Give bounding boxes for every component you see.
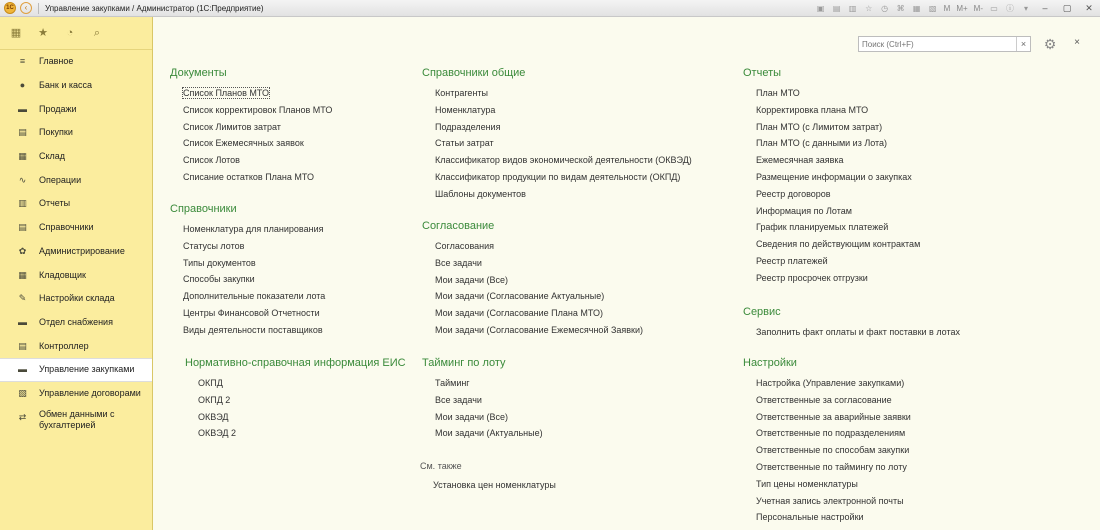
link-report-procurement-info[interactable]: Размещение информации о закупках (756, 171, 912, 182)
sidebar-item-label: Управление закупками (39, 364, 135, 375)
sidebar-item-storekeeper[interactable] (0, 263, 152, 287)
cart-icon: ▬ (18, 364, 27, 375)
link-planning-nomenclature[interactable]: Номенклатура для планирования (183, 224, 324, 234)
maximize-button[interactable]: ▢ (1062, 3, 1072, 13)
sidebar-item-references[interactable] (0, 216, 152, 240)
preview-icon[interactable]: ▥ (848, 4, 857, 13)
sidebar-item-label: Отчеты (39, 198, 71, 209)
link-method-responsibles[interactable]: Ответственные по способам закупки (756, 445, 910, 456)
link-my-tasks-all[interactable]: Мои задачи (Все) (435, 274, 509, 285)
link-report-payments-registry[interactable]: Реестр платежей (756, 255, 828, 266)
bar-chart-icon: ▥ (18, 198, 27, 209)
link-report-monthly-request[interactable]: Ежемесячная заявка (756, 155, 844, 166)
section-title: Согласование (422, 220, 495, 232)
link-lot-statuses[interactable]: Статусы лотов (183, 240, 245, 251)
link-okved2[interactable]: ОКВЭД 2 (198, 428, 237, 439)
section-general-references (422, 65, 692, 203)
link-mto-plans-list[interactable]: Список Планов МТО (183, 88, 270, 98)
link-supplier-activities[interactable]: Виды деятельности поставщиков (183, 324, 323, 335)
link-timing-my-tasks-all[interactable]: Мои задачи (Все) (435, 411, 509, 422)
section-approval (422, 218, 643, 339)
memory-plus-button[interactable]: M+ (956, 4, 968, 13)
section-panel (154, 17, 1100, 530)
section-reports (743, 65, 920, 287)
section-title: Сервис (743, 306, 781, 318)
search-input[interactable] (859, 37, 1016, 51)
link-mto-writeoff[interactable]: Списание остатков Плана МТО (183, 171, 314, 182)
warehouse-icon: ▦ (18, 269, 27, 280)
link-my-tasks-monthly[interactable]: Мои задачи (Согласование Ежемесячной Заявки) (435, 324, 644, 335)
clear-search-icon[interactable]: × (1016, 37, 1030, 51)
sidebar-item-warehouse-settings[interactable] (0, 287, 152, 311)
sidebar-item-label: Отдел снабжения (39, 316, 113, 327)
link-document-templates[interactable]: Шаблоны документов (435, 188, 526, 199)
sidebar-item-main[interactable] (0, 50, 152, 74)
back-icon[interactable]: ‹ (20, 2, 32, 14)
settings-gear-icon[interactable]: ⚙ (1043, 36, 1057, 52)
link-report-mto-lot[interactable]: План МТО (с данными из Лота) (756, 138, 888, 149)
link-departments[interactable]: Подразделения (435, 121, 501, 132)
list-icon: ≡ (19, 56, 26, 67)
history-icon[interactable]: ◷ (881, 4, 889, 13)
link-timing[interactable]: Тайминг (435, 378, 470, 388)
link-financial-centers[interactable]: Центры Финансовой Отчетности (183, 307, 320, 318)
link-approvals[interactable]: Согласования (435, 241, 495, 251)
section-eis (185, 355, 406, 442)
memory-button[interactable]: M (943, 4, 951, 13)
info-icon[interactable]: ⓘ (1006, 4, 1014, 13)
sections-sidebar (0, 17, 153, 530)
warehouse-icon: ▦ (18, 151, 27, 162)
link-report-contracts-registry[interactable]: Реестр договоров (756, 188, 831, 199)
sidebar-item-procurement[interactable] (0, 358, 152, 382)
title-separator (38, 3, 39, 14)
link-report-mto-correction[interactable]: Корректировка плана МТО (756, 104, 869, 115)
link-cost-limits-list[interactable]: Список Лимитов затрат (183, 121, 281, 132)
section-service (743, 304, 960, 341)
sidebar-item-label: Настройки склада (39, 293, 115, 304)
sidebar-item-warehouse[interactable] (0, 145, 152, 169)
section-see-also (420, 458, 556, 494)
sidebar-item-label: Кладовщик (39, 269, 86, 280)
sidebar-item-reports[interactable] (0, 192, 152, 216)
link-procurement-methods[interactable]: Способы закупки (183, 274, 255, 285)
title-toolbar (813, 0, 1100, 17)
link-my-tasks-mto[interactable]: Мои задачи (Согласование Плана МТО) (435, 308, 603, 319)
section-title: Справочники (170, 203, 237, 215)
link-okved[interactable]: ОКВЭД (198, 411, 229, 422)
sidebar-item-label: Управление договорами (39, 387, 141, 398)
calc-icon[interactable]: ▦ (912, 4, 921, 13)
sidebar-item-label: Справочники (39, 222, 94, 233)
star-icon[interactable]: ★ (38, 27, 48, 39)
link-okved-classifier[interactable]: Классификатор видов экономической деятельности (ОКВЭД) (435, 155, 692, 166)
link-okpd-classifier[interactable]: Классификатор продукции по видам деятельности (ОКПД) (435, 171, 681, 182)
memory-minus-button[interactable]: M- (973, 4, 983, 13)
sidebar-item-label: Обмен данными с бухгалтерией (39, 409, 115, 431)
link-procurement-settings[interactable]: Настройка (Управление закупками) (756, 378, 905, 388)
section-timing (422, 355, 543, 442)
section-title: Тайминг по лоту (422, 357, 506, 369)
sidebar-item-operations[interactable] (0, 168, 152, 192)
link-all-tasks[interactable]: Все задачи (435, 257, 482, 268)
link-email-account[interactable]: Учетная запись электронной почты (756, 495, 904, 506)
link-price-type[interactable]: Тип цены номенклатуры (756, 478, 858, 489)
link-cost-items[interactable]: Статьи затрат (435, 138, 494, 149)
link-counterparties[interactable]: Контрагенты (435, 88, 489, 98)
print-icon[interactable]: ▤ (832, 4, 841, 13)
sidebar-item-label: Администрирование (39, 245, 125, 256)
cart-icon: ▬ (18, 316, 27, 327)
section-title: Нормативно-справочная информация ЕИС (185, 357, 406, 369)
section-title: Документы (170, 67, 227, 79)
link-timing-all-tasks[interactable]: Все задачи (435, 394, 482, 405)
sidebar-item-controller[interactable] (0, 334, 152, 358)
link-okpd2[interactable]: ОКПД 2 (198, 394, 231, 405)
calendar-icon[interactable]: ▧ (928, 4, 937, 13)
sidebar-item-label: Покупки (39, 127, 73, 138)
cart-icon: ▬ (18, 103, 27, 114)
sidebar-item-label: Банк и касса (39, 80, 92, 91)
link-mto-corrections-list[interactable]: Список корректировок Планов МТО (183, 104, 333, 115)
sidebar-item-label: Главное (39, 56, 74, 67)
link-timing-my-tasks-actual[interactable]: Мои задачи (Актуальные) (435, 428, 543, 439)
link-report-mto-plan[interactable]: План МТО (756, 88, 800, 98)
sidebar-item-label: Операции (39, 174, 82, 185)
link-personal-settings[interactable]: Персональные настройки (756, 512, 864, 523)
wrench-icon: ✎ (18, 293, 27, 304)
search-box (858, 36, 1031, 52)
link-set-nomenclature-prices[interactable]: Установка цен номенклатуры (433, 480, 556, 490)
sidebar-item-admin[interactable] (0, 240, 152, 264)
link-emergency-responsibles[interactable]: Ответственные за аварийные заявки (756, 411, 911, 422)
link-report-active-contracts[interactable]: Сведения по действующим контрактам (756, 239, 921, 250)
window-title: Управление закупками / Администратор (1С:Предприятие) (45, 3, 264, 13)
exchange-icon: ⇄ (18, 412, 27, 423)
link-okpd[interactable]: ОКПД (198, 378, 223, 388)
sidebar-item-label: Продажи (39, 103, 77, 114)
close-panel-icon[interactable]: × (1074, 37, 1080, 48)
section-title: Настройки (743, 357, 797, 369)
minimize-button[interactable]: – (1042, 3, 1048, 13)
sidebar-item-label: Склад (39, 151, 66, 162)
app-logo-icon[interactable]: 1С (4, 2, 16, 14)
apps-grid-icon[interactable]: ▦ (10, 27, 22, 39)
section-title: Отчеты (743, 67, 782, 79)
history-icon[interactable]: ◔ (66, 27, 74, 39)
link-report-payment-schedule[interactable]: График планируемых платежей (756, 222, 889, 233)
close-window-button[interactable]: ✕ (1085, 3, 1093, 13)
link-document-types[interactable]: Типы документов (183, 257, 256, 268)
link-report-shipment-delays[interactable]: Реестр просрочек отгрузки (756, 272, 868, 283)
sidebar-tools (0, 17, 152, 50)
see-also-title: См. также (420, 461, 462, 471)
operations-icon: ∿ (18, 174, 27, 185)
sidebar-item-bank[interactable] (0, 74, 152, 98)
link-lot-extra-indicators[interactable]: Дополнительные показатели лота (183, 291, 326, 302)
link-department-responsibles[interactable]: Ответственные по подразделениям (756, 428, 906, 439)
sidebar-item-sales[interactable] (0, 97, 152, 121)
link-report-lots-info[interactable]: Информация по Лотам (756, 205, 852, 216)
link-report-mto-limit[interactable]: План МТО (с Лимитом затрат) (756, 121, 883, 132)
section-references (170, 201, 325, 339)
link-nomenclature[interactable]: Номенклатура (435, 104, 496, 115)
sidebar-item-supply-dept[interactable] (0, 311, 152, 335)
sidebar-item-accounting-exchange[interactable] (0, 405, 152, 437)
link-monthly-requests-list[interactable]: Список Ежемесячных заявок (183, 138, 304, 149)
search-icon[interactable]: ⌕ (93, 27, 101, 39)
link-timing-responsibles[interactable]: Ответственные по таймингу по лоту (756, 461, 907, 472)
section-title: Справочники общие (422, 67, 526, 79)
gear-icon: ✿ (18, 245, 27, 256)
section-documents (170, 65, 332, 186)
contract-icon: ▧ (18, 387, 27, 398)
basket-icon: ▤ (18, 127, 27, 138)
link-lots-list[interactable]: Список Лотов (183, 155, 240, 166)
sidebar-item-contracts[interactable] (0, 382, 152, 406)
calculator-icon: ▤ (18, 340, 27, 351)
section-settings (743, 355, 911, 526)
link-icon[interactable]: ⌘ (896, 4, 905, 13)
title-bar (0, 0, 1100, 17)
book-icon: ▤ (18, 222, 27, 233)
sidebar-item-label: Контроллер (39, 340, 89, 351)
coin-icon: ● (19, 80, 26, 91)
panels-icon[interactable]: ▭ (990, 4, 998, 13)
menu-icon[interactable]: ▾ (1023, 4, 1028, 13)
sidebar-item-purchases[interactable] (0, 121, 152, 145)
favorites-icon[interactable]: ☆ (865, 4, 873, 13)
link-my-tasks-actual[interactable]: Мои задачи (Согласование Актуальные) (435, 291, 605, 302)
save-icon[interactable]: ▣ (816, 4, 825, 13)
link-approval-responsibles[interactable]: Ответственные за согласование (756, 394, 892, 405)
link-fill-payment-delivery[interactable]: Заполнить факт оплаты и факт поставки в лотах (756, 327, 961, 337)
